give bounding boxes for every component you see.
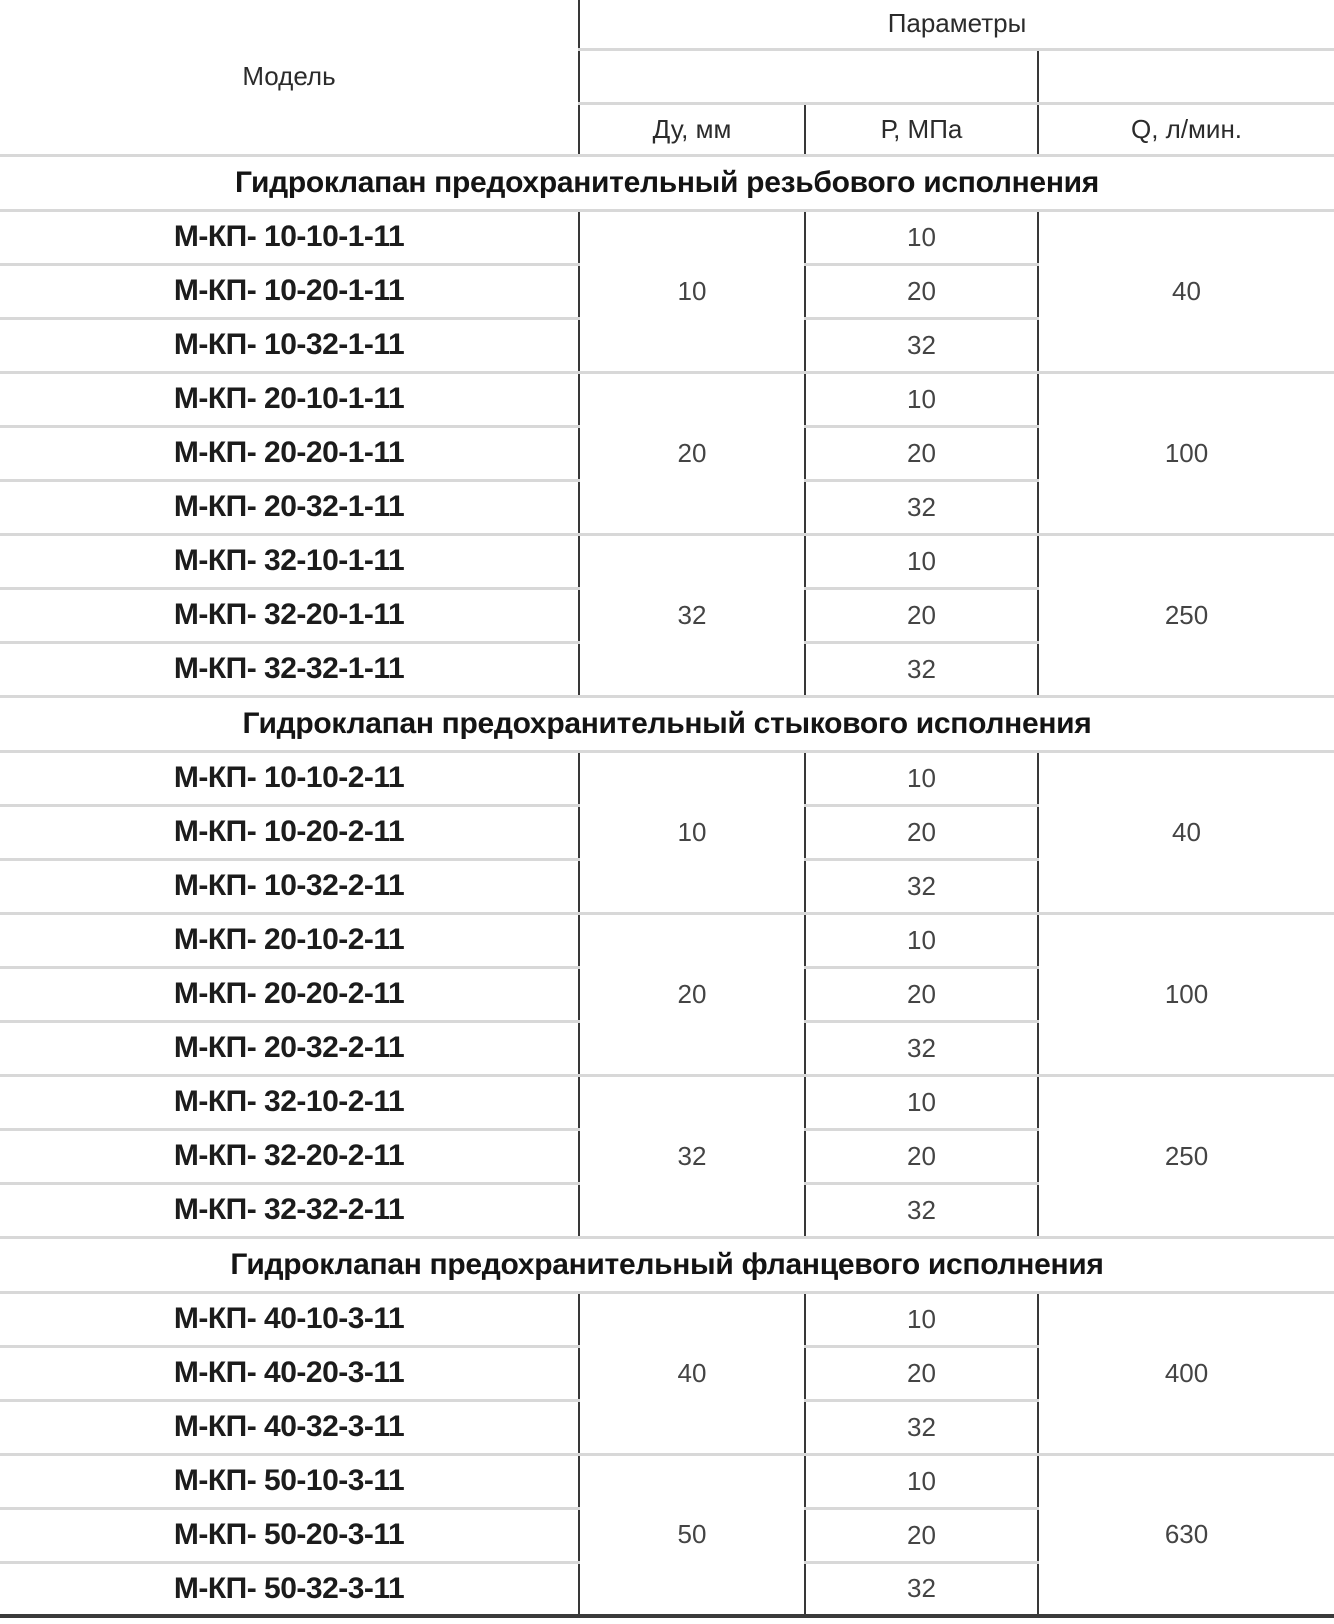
table-row [0, 913, 1334, 967]
p-value-cell: 10 [805, 751, 1038, 805]
model-cell: М-КП- 10-32-2-11 [0, 859, 579, 913]
du-column-header: Ду, мм [579, 103, 805, 155]
table-row [0, 210, 1334, 264]
table-row [0, 1075, 1334, 1129]
p-value-cell: 20 [805, 1346, 1038, 1400]
table-row [0, 1454, 1334, 1508]
p-value-cell: 10 [805, 372, 1038, 426]
model-cell: М-КП- 32-10-1-11 [0, 534, 579, 588]
model-cell: М-КП- 20-10-1-11 [0, 372, 579, 426]
model-cell: М-КП- 32-32-2-11 [0, 1183, 579, 1237]
table-row [0, 534, 1334, 588]
model-cell: М-КП- 40-20-3-11 [0, 1346, 579, 1400]
p-value-cell: 20 [805, 1508, 1038, 1562]
params-spacer-q [1038, 49, 1334, 103]
p-value-cell: 20 [805, 264, 1038, 318]
p-value-cell: 32 [805, 1183, 1038, 1237]
model-cell: М-КП- 20-10-2-11 [0, 913, 579, 967]
p-value-cell: 20 [805, 967, 1038, 1021]
q-value-cell: 100 [1038, 372, 1334, 534]
model-cell: М-КП- 32-10-2-11 [0, 1075, 579, 1129]
model-cell: М-КП- 20-20-1-11 [0, 426, 579, 480]
q-column-header: Q, л/мин. [1038, 103, 1334, 155]
model-cell: М-КП- 50-20-3-11 [0, 1508, 579, 1562]
du-value-cell: 40 [579, 1292, 805, 1454]
section-title-row [0, 155, 1334, 210]
du-value-cell: 50 [579, 1454, 805, 1616]
du-value-cell: 32 [579, 534, 805, 696]
q-value-cell: 250 [1038, 534, 1334, 696]
p-value-cell: 10 [805, 1075, 1038, 1129]
q-value-cell: 250 [1038, 1075, 1334, 1237]
p-value-cell: 10 [805, 913, 1038, 967]
model-cell: М-КП- 32-32-1-11 [0, 642, 579, 696]
section-title: Гидроклапан предохранительный фланцевого исполнения [0, 1237, 1334, 1292]
model-cell: М-КП- 50-10-3-11 [0, 1454, 579, 1508]
q-value-cell: 100 [1038, 913, 1334, 1075]
model-cell: М-КП- 10-10-2-11 [0, 751, 579, 805]
model-cell: М-КП- 20-32-2-11 [0, 1021, 579, 1075]
p-value-cell: 20 [805, 426, 1038, 480]
p-value-cell: 10 [805, 210, 1038, 264]
p-value-cell: 20 [805, 1129, 1038, 1183]
p-value-cell: 32 [805, 859, 1038, 913]
p-value-cell: 20 [805, 805, 1038, 859]
model-cell: М-КП- 32-20-1-11 [0, 588, 579, 642]
q-value-cell: 40 [1038, 751, 1334, 913]
params-spacer-du-p [579, 49, 1038, 103]
model-cell: М-КП- 20-32-1-11 [0, 480, 579, 534]
p-value-cell: 10 [805, 1292, 1038, 1346]
p-value-cell: 10 [805, 1454, 1038, 1508]
model-cell: М-КП- 10-20-2-11 [0, 805, 579, 859]
model-cell: М-КП- 10-32-1-11 [0, 318, 579, 372]
q-value-cell: 40 [1038, 210, 1334, 372]
q-value-cell: 400 [1038, 1292, 1334, 1454]
du-value-cell: 20 [579, 372, 805, 534]
du-value-cell: 10 [579, 210, 805, 372]
model-cell: М-КП- 10-20-1-11 [0, 264, 579, 318]
model-cell: М-КП- 40-10-3-11 [0, 1292, 579, 1346]
p-value-cell: 32 [805, 480, 1038, 534]
p-value-cell: 32 [805, 1562, 1038, 1616]
p-value-cell: 10 [805, 534, 1038, 588]
model-cell: М-КП- 32-20-2-11 [0, 1129, 579, 1183]
model-cell: М-КП- 50-32-3-11 [0, 1562, 579, 1616]
p-value-cell: 32 [805, 642, 1038, 696]
header-row-1 [0, 0, 1334, 49]
p-value-cell: 32 [805, 1021, 1038, 1075]
du-value-cell: 20 [579, 913, 805, 1075]
model-column-header: Модель [0, 0, 579, 155]
model-cell: М-КП- 20-20-2-11 [0, 967, 579, 1021]
table-row [0, 1292, 1334, 1346]
q-value-cell: 630 [1038, 1454, 1334, 1616]
du-value-cell: 10 [579, 751, 805, 913]
p-column-header: Р, МПа [805, 103, 1038, 155]
section-title-row [0, 1237, 1334, 1292]
params-column-header: Параметры [887, 8, 1027, 39]
p-value-cell: 20 [805, 588, 1038, 642]
p-value-cell: 32 [805, 318, 1038, 372]
table-row [0, 372, 1334, 426]
table-row [0, 751, 1334, 805]
model-cell: М-КП- 40-32-3-11 [0, 1400, 579, 1454]
model-cell: М-КП- 10-10-1-11 [0, 210, 579, 264]
p-value-cell: 32 [805, 1400, 1038, 1454]
section-title: Гидроклапан предохранительный резьбового исполнения [0, 155, 1334, 210]
du-value-cell: 32 [579, 1075, 805, 1237]
section-title: Гидроклапан предохранительный стыкового исполнения [0, 696, 1334, 751]
section-title-row [0, 696, 1334, 751]
